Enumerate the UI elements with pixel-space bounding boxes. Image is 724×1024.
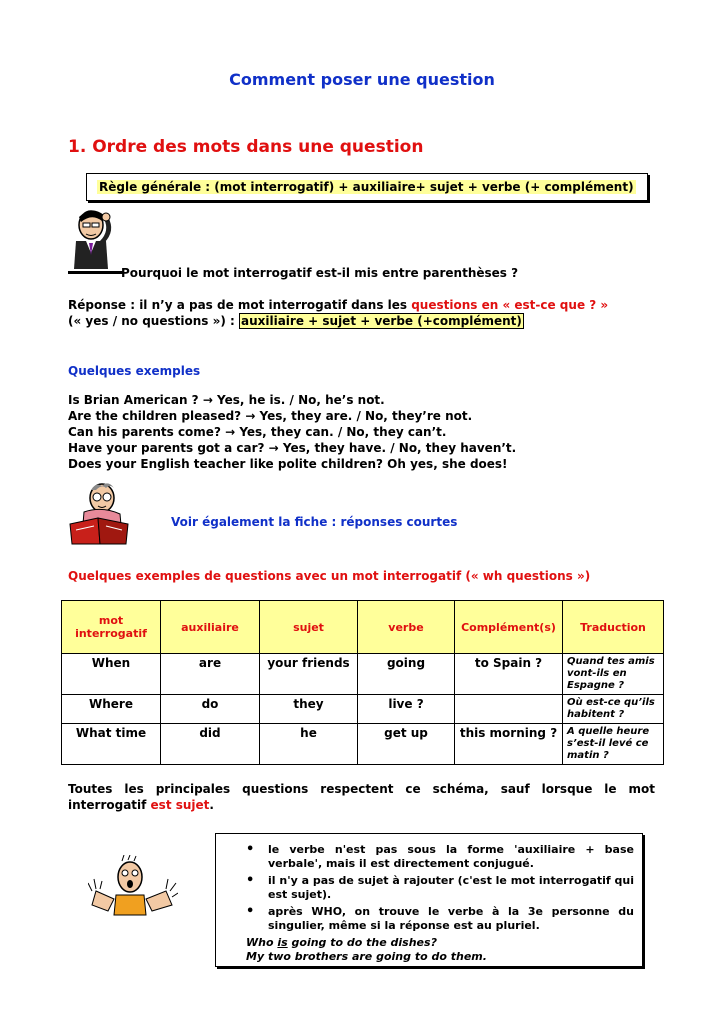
table-header-row <box>62 601 664 654</box>
example-part: going to do the dishes? <box>287 936 437 949</box>
column-header: sujet <box>260 601 358 654</box>
table-cell: live ? <box>358 695 455 724</box>
yes-no-label: (« yes / no questions ») : <box>68 314 239 328</box>
answer-line-2 <box>68 313 668 329</box>
exceptions-list <box>216 843 642 933</box>
example-line: Is Brian American ? → Yes, he is. / No, he’s not. <box>68 393 385 407</box>
table-row <box>62 695 664 724</box>
translation-cell: Où est-ce qu’ils habitent ? <box>563 695 664 724</box>
general-rule-box <box>86 173 648 201</box>
example-line: Does your English teacher like polite children? Oh yes, she does! <box>68 457 508 471</box>
table-cell: they <box>260 695 358 724</box>
list-item <box>216 843 642 871</box>
translation-cell: A quelle heure s’est-il levé ce matin ? <box>563 724 664 765</box>
thinking-man-icon <box>64 203 126 277</box>
example-line: Are the children pleased? → Yes, they are. / No, they’re not. <box>68 409 473 423</box>
answer-line-1 <box>68 297 668 313</box>
examples-list <box>68 392 668 472</box>
table-cell: this morning ? <box>455 724 563 765</box>
see-also-link[interactable]: Voir également la fiche : réponses courtes <box>171 515 458 529</box>
answer-red-text: questions en « est-ce que ? » <box>411 298 609 312</box>
schema-paragraph <box>68 781 655 813</box>
example-line: Have your parents got a car? → Yes, they have. / No, they haven’t. <box>68 441 517 455</box>
translation-cell: Quand tes amis vont-ils en Espagne ? <box>563 654 664 695</box>
bullet-icon: • <box>246 842 255 857</box>
list-item-text: le verbe n'est pas sous la forme 'auxiliaire + base verbale', mais il est directement conjugué. <box>268 843 634 870</box>
schema-text: Toutes les principales questions respectent ce schéma, sauf lorsque le mot interrogatif <box>68 782 655 812</box>
column-header: Traduction <box>563 601 664 654</box>
yes-no-structure: auxiliaire + sujet + verbe (+complément) <box>240 314 522 328</box>
list-item <box>216 874 642 902</box>
list-item-text: après WHO, on trouve le verbe à la 3e personne du singulier, même si la réponse est au pluriel. <box>268 905 634 932</box>
list-item-text: il n'y a pas de sujet à rajouter (c'est le mot interrogatif qui est sujet). <box>268 874 634 901</box>
column-header: mot interrogatif <box>62 601 161 654</box>
list-item <box>216 905 642 933</box>
table-cell: he <box>260 724 358 765</box>
section-heading-word-order: 1. Ordre des mots dans une question <box>68 137 424 157</box>
table-cell: to Spain ? <box>455 654 563 695</box>
table-cell: are <box>161 654 260 695</box>
table-row <box>62 654 664 695</box>
surprised-man-icon <box>88 855 178 923</box>
schema-end: . <box>209 798 214 812</box>
table-row <box>62 724 664 765</box>
table-cell: What time <box>62 724 161 765</box>
reading-man-icon <box>66 478 130 546</box>
column-header: verbe <box>358 601 455 654</box>
answer-text: Réponse : il n’y a pas de mot interrogatif dans les <box>68 298 412 312</box>
exceptions-box <box>215 833 643 967</box>
table-cell: When <box>62 654 161 695</box>
example-sentence-2: My two brothers are going to do them. <box>246 950 487 963</box>
parentheses-question: Pourquoi le mot interrogatif est-il mis entre parenthèses ? <box>121 266 519 280</box>
bullet-icon: • <box>246 873 255 888</box>
schema-red-text: est sujet <box>150 798 210 812</box>
page-title: Comment poser une question <box>229 70 495 89</box>
example-part: Who <box>246 936 278 949</box>
wh-questions-table <box>61 600 664 765</box>
table-cell: do <box>161 695 260 724</box>
table-cell: your friends <box>260 654 358 695</box>
general-rule-text: Règle générale : (mot interrogatif) + auxiliaire+ sujet + verbe (+ complément) <box>99 180 634 194</box>
table-cell: get up <box>358 724 455 765</box>
table-cell: did <box>161 724 260 765</box>
table-cell <box>455 695 563 724</box>
table-cell: Where <box>62 695 161 724</box>
example-underlined: is <box>277 936 288 949</box>
bullet-icon: • <box>246 904 255 919</box>
example-sentence-1 <box>216 936 642 950</box>
table-cell: going <box>358 654 455 695</box>
wh-questions-heading: Quelques exemples de questions avec un mot interrogatif (« wh questions ») <box>68 569 591 583</box>
column-header: Complément(s) <box>455 601 563 654</box>
example-line: Can his parents come? → Yes, they can. / No, they can’t. <box>68 425 447 439</box>
examples-heading: Quelques exemples <box>68 364 201 378</box>
column-header: auxiliaire <box>161 601 260 654</box>
